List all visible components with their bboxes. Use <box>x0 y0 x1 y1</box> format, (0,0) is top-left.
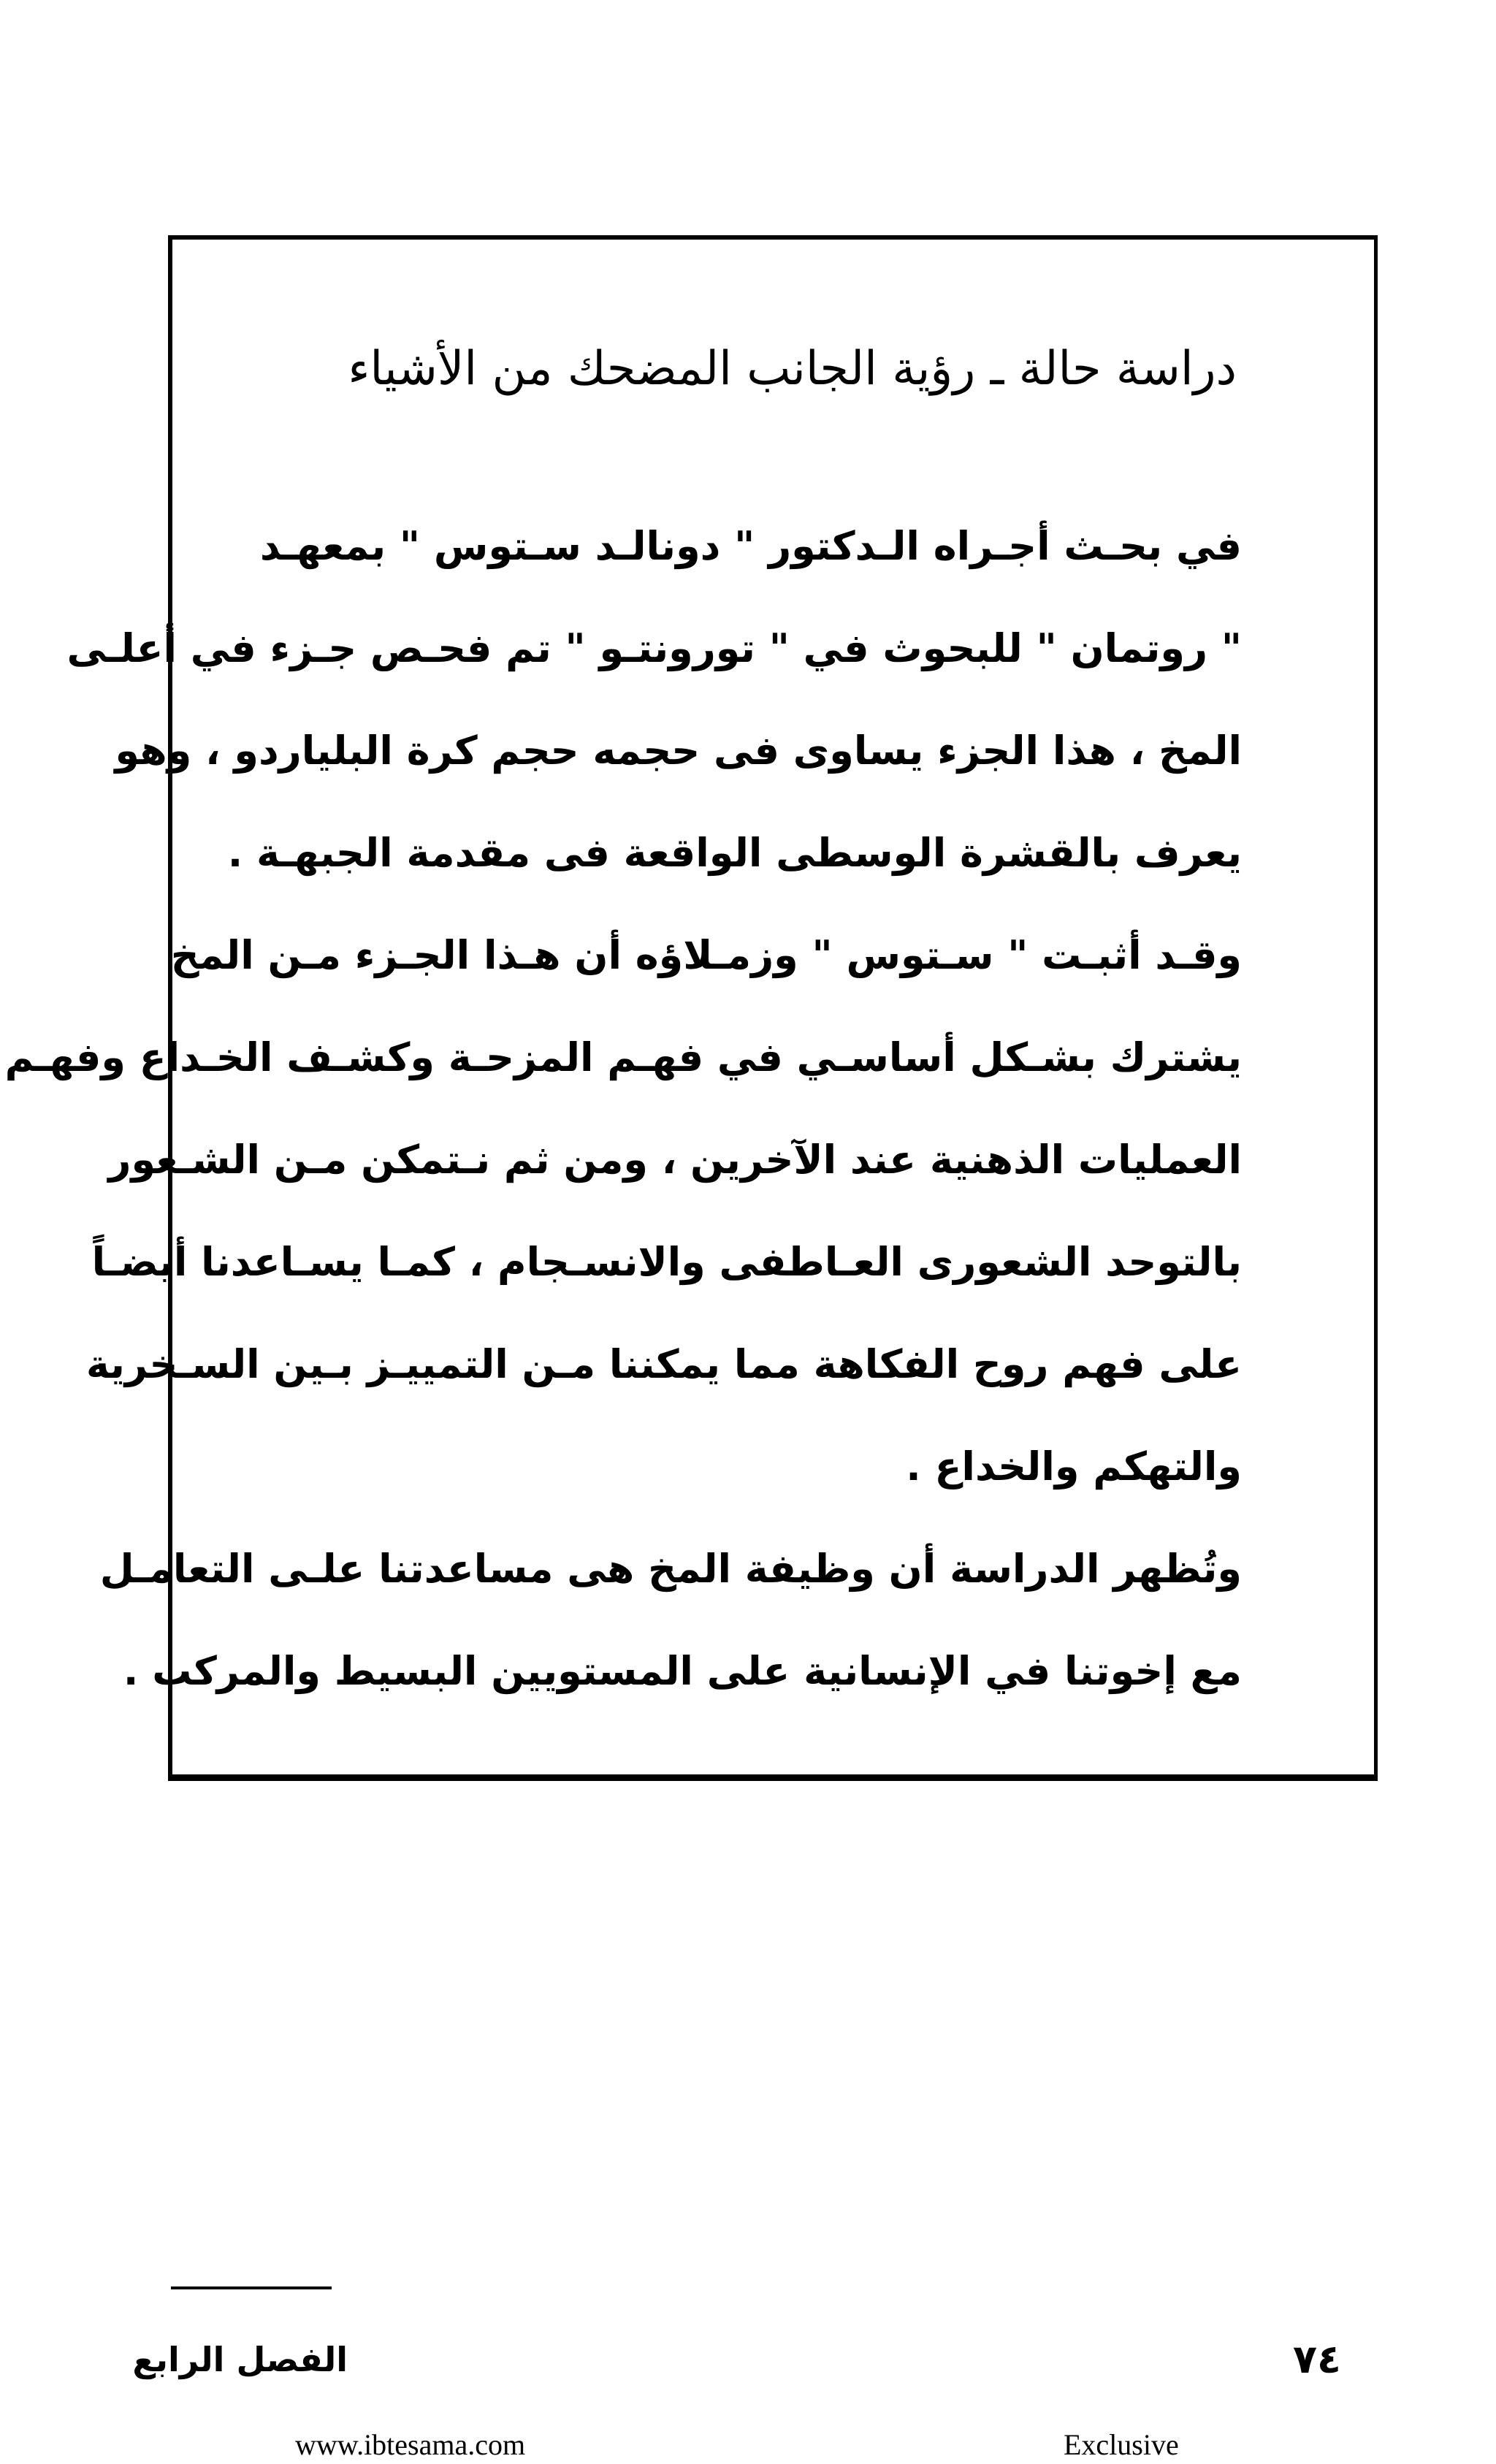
case-study-title: دراسة حالة ـ رؤية الجانب المضحك من الأشياء <box>348 342 1237 396</box>
case-study-box <box>4 235 1378 1781</box>
text-line: وقـد أثبـت " سـتوس " وزمـلاؤه أن هـذا الجـزء مـن المخ <box>170 932 1242 978</box>
text-line: يعرف بالقشرة الوسطى الواقعة فى مقدمة الجبهـة . <box>227 830 1242 876</box>
text-line: العمليات الذهنية عند الآخرين ، ومن ثم نـتمكن مـن الشـعور <box>108 1137 1242 1183</box>
text-line: " روتمان " للبحوث في " تورونتـو " تم فحـص جـزء في أعلـى <box>66 625 1242 671</box>
website-link[interactable]: www.ibtesama.com <box>295 2428 526 2461</box>
page-number: ٧٤ <box>1293 2336 1341 2382</box>
text-line: يشترك بشـكل أساسـي في فهـم المزحـة وكشـف الخـداع وفهـم <box>4 1034 1242 1080</box>
exclusive-tag: Exclusive <box>1064 2428 1179 2461</box>
text-line: والتهكم والخداع . <box>906 1443 1242 1490</box>
paragraph-2 <box>4 904 1242 1518</box>
chapter-label: الفصل الرابع <box>132 2340 348 2379</box>
footer-divider <box>171 2286 332 2289</box>
paragraph-1 <box>66 495 1242 904</box>
text-line: في بحـث أجـراه الـدكتور " دونالـد سـتوس " بمعهـد <box>259 523 1242 569</box>
text-line: وتُظهر الدراسة أن وظيفة المخ هى مساعدتنا علـى التعامـل <box>99 1546 1242 1592</box>
text-line: على فهم روح الفكاهة مما يمكننا مـن التمييـز بـين السـخرية <box>85 1341 1242 1387</box>
case-study-body <box>4 495 1242 1723</box>
text-line: المخ ، هذا الجزء يساوى فى حجمه حجم كرة البلياردو ، وهو <box>115 728 1242 774</box>
text-line: مع إخوتنا في الإنسانية على المستويين البسيط والمركب . <box>123 1648 1242 1694</box>
text-line: بالتوحد الشعورى العـاطفى والانسـجام ، كمـا يسـاعدنا أيضـاً <box>91 1239 1242 1285</box>
paragraph-3 <box>99 1518 1242 1723</box>
